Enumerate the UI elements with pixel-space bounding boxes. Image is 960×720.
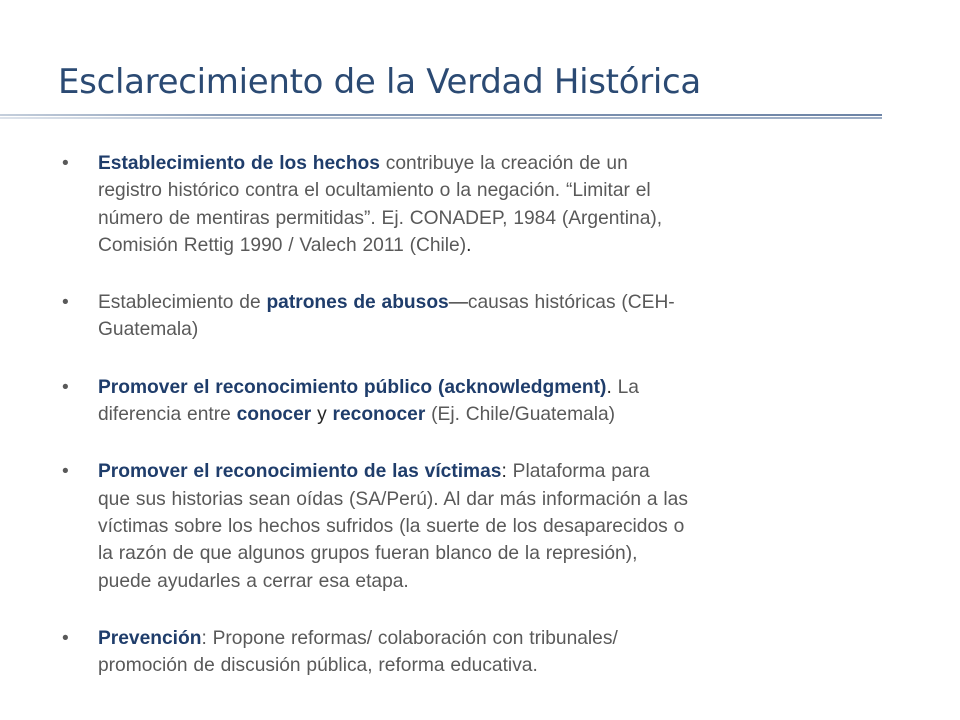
bullet-line [98, 150, 822, 177]
body-text: — [448, 292, 468, 314]
bullet-item [62, 289, 822, 344]
bullet-item [62, 374, 822, 429]
bullet-line [98, 486, 822, 513]
bullet-line [98, 568, 822, 595]
body-text: . [606, 376, 612, 398]
title-underline-line-1 [0, 114, 882, 116]
bullet-list [62, 150, 822, 709]
emphasis-text: Promover el reconocimiento público (acknowledgment) [98, 376, 607, 398]
bullet-line [98, 458, 822, 485]
bullet-item [62, 458, 822, 594]
bullet-line [98, 540, 822, 567]
body-text: y [311, 404, 333, 426]
body-text: : Propone reformas/ colaboración con tribunales/ [201, 627, 618, 649]
bullet-line [98, 513, 822, 540]
body-text: Plataforma para [506, 461, 650, 483]
title-underline [0, 114, 882, 120]
bullet-marker: • [62, 376, 69, 398]
body-text: : [501, 461, 507, 483]
bullet-line [98, 289, 822, 316]
emphasis-text: Prevención [98, 627, 202, 649]
body-text: Establecimiento de [98, 292, 267, 314]
bullet-line [98, 374, 822, 401]
bullet-item [62, 150, 822, 259]
bullet-line [98, 205, 822, 232]
bullet-marker: • [62, 461, 69, 483]
body-text: la razón de que algunos grupos fueran blanco de la represión), [98, 543, 638, 565]
bullet-line [98, 401, 822, 428]
body-text: causas históricas (CEH- [467, 292, 675, 314]
bullet-marker: • [62, 627, 69, 649]
bullet-line [98, 316, 822, 343]
bullet-marker: • [62, 153, 69, 174]
slide-title: Esclarecimiento de la Verdad Histórica [58, 62, 701, 102]
bullet-marker: • [62, 292, 69, 314]
body-text: Guatemala) [98, 319, 199, 341]
emphasis-text: Promover el reconocimiento de las víctimas [98, 461, 502, 483]
body-text: víctimas sobre los hechos sufridos (la suerte de los desaparecidos o [98, 515, 685, 537]
body-text: contribuye la creación de un [379, 153, 628, 174]
body-text: (Ej. Chile/Guatemala) [425, 404, 616, 426]
body-text: que sus historias sean oídas (SA/Perú). Al dar más información a las [98, 488, 688, 510]
title-underline-line-2 [0, 117, 882, 119]
body-text: La [611, 376, 639, 398]
body-text: promoción de discusión pública, reforma educativa. [98, 655, 538, 677]
body-text: registro histórico contra el ocultamiento o la negación. “Limitar el [98, 180, 651, 202]
bullet-item [62, 625, 822, 680]
bullet-line [98, 177, 822, 204]
body-text: puede ayudarles a cerrar esa etapa. [98, 570, 409, 592]
bullet-line [98, 232, 822, 259]
emphasis-text: conocer [236, 404, 312, 426]
bullet-line [98, 652, 822, 679]
body-text: diferencia entre [98, 404, 237, 426]
emphasis-text: reconocer [332, 404, 426, 426]
body-text: Comisión Rettig 1990 / Valech 2011 (Chile) [98, 234, 467, 256]
emphasis-text: patrones de abusos [266, 292, 449, 314]
body-text: . [466, 234, 472, 256]
bullet-line [98, 625, 822, 652]
emphasis-text: Establecimiento de los hechos [98, 153, 380, 174]
body-text: número de mentiras permitidas”. Ej. CONADEP, 1984 (Argentina), [98, 207, 663, 229]
